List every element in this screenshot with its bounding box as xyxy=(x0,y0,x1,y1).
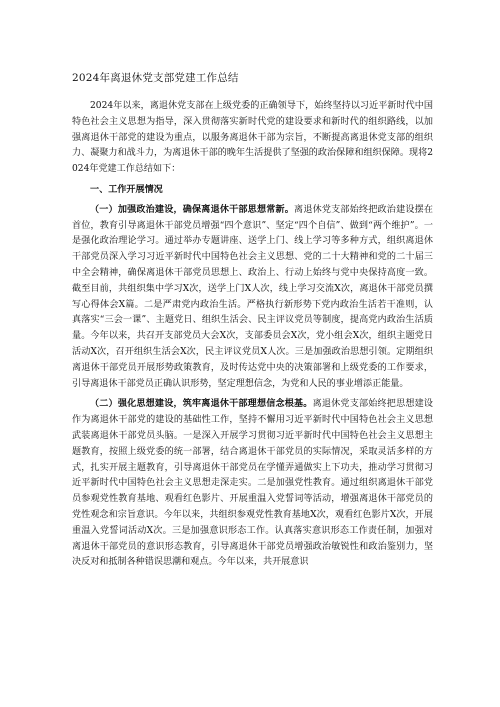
item-1-text: 离退休党支部始终把政治建设摆在首位，教育引导离退休干部党员增强“四个意识”、坚定“四个自信”、做到“两个维护”。一是强化政治理论学习。通过举办专题讲座、送学上门、线上学习等多种方式，组织离退休干部党员深入学习习近平新时代中国特色社会主义思想、党的二十大精神和党的二十届三中全会精神，确保离退休干部党员思想上、政治上、行动上始终与党中央保持高度一致。截至目前，共组织集中学习X次，送学上门X人次，线上学习交流X次，离退休干部党员撰写心得体会X篇。二是严肃党内政治生活。严格执行新形势下党内政治生活若干准则，认真落实“三会一课”、主题党日、组织生活会、民主评议党员等制度，提高党内政治生活质量。今年以来，共召开支部党员大会X次，支部委员会X次，党小组会X次，组织主题党日活动X次，召开组织生活会X次，民主评议党员X人次。三是加强政治思想引领。定期组织离退休干部党员开展形势政策教育，及时传达党中央的决策部署和上级党委的工作要求，引导离退休干部党员正确认识形势，坚定理想信念，为党和人民的事业增添正能量。 xyxy=(72,204,433,389)
item-1-lead: （一）加强政治建设，确保离退休干部思想常新。 xyxy=(90,203,295,215)
item-2-text: 离退休党支部始终把思想建设作为离退休干部党的建设的基础性工作，坚持不懈用习近平新时代中国特色社会主义思想武装离退休干部党员头脑。一是深入开展学习贯彻习近平新时代中国特色社会主义思想主题教育，按照上级党委的统一部署，结合离退休干部党员的实际情况，采取灵活多样的方式，扎实开展主题教育，引导离退休干部党员在学懂弄通做实上下功夫，推动学习贯彻习近平新时代中国特色社会主义思想走深走实。二是加强党性教育。通过组织离退休干部党员参观党性教育基地、观看红色影片、开展重温入党誓词等活动，增强离退休干部党员的党性观念和宗旨意识。今年以来，共组织参观党性教育基地X次，观看红色影片X次，开展重温入党誓词活动X次。三是加强意识形态工作。认真落实意识形态工作责任制，加强对离退休干部党员的意识形态教育，引导离退休干部党员增强政治敏锐性和政治鉴别力，坚决反对和抵制各种错误思潮和观点。今年以来，共开展意识 xyxy=(72,399,433,568)
item-2-paragraph xyxy=(72,396,433,571)
document-body xyxy=(72,99,433,575)
section-heading: 一、工作开展情况 xyxy=(90,183,163,195)
item-1-paragraph xyxy=(72,202,433,393)
intro-paragraph: 2024年以来，离退休党支部在上级党委的正确领导下，始终坚持以习近平新时代中国特色社会主义思想为指导，深入贯彻落实新时代党的建设要求和新时代的组织路线，以加强离退休干部党的建设为重点，以服务离退休干部为宗旨，不断提高离退休党支部的组织力、凝聚力和战斗力，为离退休干部的晚年生活提供了坚强的政治保障和组织保障。现将2024年党建工作总结如下： xyxy=(72,101,433,175)
item-2-lead: （二）强化思想建设，筑牢离退休干部理想信念根基。 xyxy=(90,398,313,410)
document-title: 2024年离退休党支部党建工作总结 xyxy=(72,72,239,84)
